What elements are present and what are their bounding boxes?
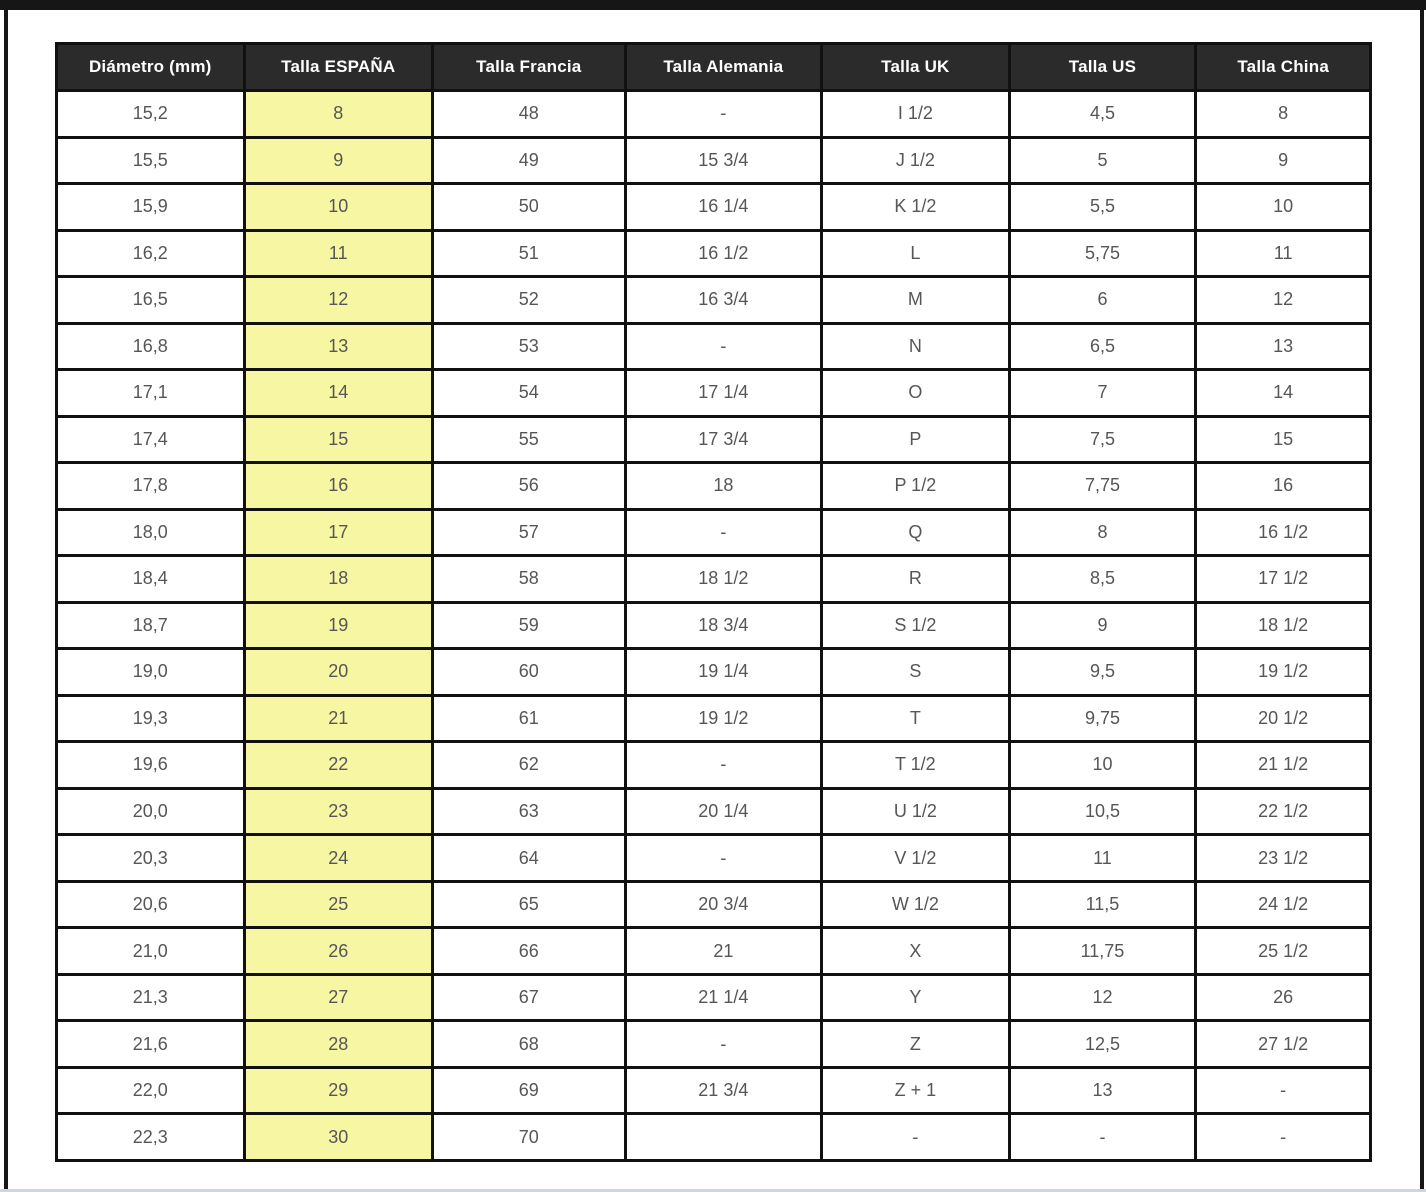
table-row (57, 137, 1371, 184)
table-row (57, 602, 1371, 649)
table-cell: 57 (433, 509, 626, 556)
frame-top-bar (0, 0, 1426, 10)
table-cell-highlighted: 25 (244, 881, 433, 928)
table-cell: 55 (433, 416, 626, 463)
table-cell: - (625, 1021, 822, 1068)
table-cell-highlighted: 30 (244, 1114, 433, 1161)
table-cell: 4,5 (1009, 91, 1196, 138)
table-cell-highlighted: 13 (244, 323, 433, 370)
table-cell: 59 (433, 602, 626, 649)
table-row (57, 881, 1371, 928)
table-cell: 26 (1196, 974, 1371, 1021)
column-header-us: Talla US (1009, 44, 1196, 91)
table-cell: - (625, 509, 822, 556)
table-cell-highlighted: 24 (244, 835, 433, 882)
table-row (57, 695, 1371, 742)
table-cell-highlighted: 12 (244, 277, 433, 324)
table-cell: 16,2 (57, 230, 245, 277)
table-cell: 17 3/4 (625, 416, 822, 463)
table-row (57, 556, 1371, 603)
table-cell: 49 (433, 137, 626, 184)
table-cell: 68 (433, 1021, 626, 1068)
table-row (57, 788, 1371, 835)
table-cell: - (1009, 1114, 1196, 1161)
table-cell (625, 1114, 822, 1161)
table-row (57, 974, 1371, 1021)
header-row (57, 44, 1371, 91)
table-cell: 5 (1009, 137, 1196, 184)
table-cell: 8 (1196, 91, 1371, 138)
table-cell: 21 1/2 (1196, 742, 1371, 789)
table-cell: I 1/2 (822, 91, 1010, 138)
column-header-francia: Talla Francia (433, 44, 626, 91)
table-cell-highlighted: 20 (244, 649, 433, 696)
table-cell-highlighted: 10 (244, 184, 433, 231)
table-cell-highlighted: 16 (244, 463, 433, 510)
table-cell: 7,5 (1009, 416, 1196, 463)
table-cell: 5,75 (1009, 230, 1196, 277)
table-cell-highlighted: 14 (244, 370, 433, 417)
table-cell-highlighted: 27 (244, 974, 433, 1021)
table-row (57, 742, 1371, 789)
table-cell: W 1/2 (822, 881, 1010, 928)
table-cell: 18 3/4 (625, 602, 822, 649)
table-cell: 11 (1009, 835, 1196, 882)
table-row (57, 370, 1371, 417)
table-cell: 6 (1009, 277, 1196, 324)
table-cell: 50 (433, 184, 626, 231)
table-cell: 18,7 (57, 602, 245, 649)
table-row (57, 277, 1371, 324)
table-cell: 12 (1009, 974, 1196, 1021)
table-cell: 15 3/4 (625, 137, 822, 184)
table-cell: 13 (1196, 323, 1371, 370)
table-cell-highlighted: 8 (244, 91, 433, 138)
table-cell: 16,5 (57, 277, 245, 324)
table-cell: O (822, 370, 1010, 417)
table-cell: 10 (1196, 184, 1371, 231)
table-cell: 21,3 (57, 974, 245, 1021)
table-cell: 11,5 (1009, 881, 1196, 928)
table-cell: 19,0 (57, 649, 245, 696)
table-cell: 56 (433, 463, 626, 510)
table-cell: 48 (433, 91, 626, 138)
table-cell: 21 3/4 (625, 1067, 822, 1114)
table-cell: 19 1/4 (625, 649, 822, 696)
table-cell: L (822, 230, 1010, 277)
table-cell: 21,0 (57, 928, 245, 975)
table-row (57, 184, 1371, 231)
table-cell: - (822, 1114, 1010, 1161)
table-cell: 53 (433, 323, 626, 370)
ring-size-conversion-table (55, 42, 1372, 1162)
table-cell: 63 (433, 788, 626, 835)
table-cell: 7,75 (1009, 463, 1196, 510)
table-cell: P 1/2 (822, 463, 1010, 510)
table-cell: - (625, 742, 822, 789)
table-cell-highlighted: 15 (244, 416, 433, 463)
table-cell: Z + 1 (822, 1067, 1010, 1114)
table-cell-highlighted: 21 (244, 695, 433, 742)
table-cell: S 1/2 (822, 602, 1010, 649)
table-cell: 22 1/2 (1196, 788, 1371, 835)
table-cell: 5,5 (1009, 184, 1196, 231)
table-cell-highlighted: 19 (244, 602, 433, 649)
table-cell: 66 (433, 928, 626, 975)
table-cell: 51 (433, 230, 626, 277)
table-cell: 69 (433, 1067, 626, 1114)
table-cell: 8,5 (1009, 556, 1196, 603)
table-cell: 21,6 (57, 1021, 245, 1068)
table-cell: Q (822, 509, 1010, 556)
table-row (57, 230, 1371, 277)
table-cell-highlighted: 18 (244, 556, 433, 603)
table-cell: 18 1/2 (625, 556, 822, 603)
table-cell: 9 (1196, 137, 1371, 184)
table-row (57, 416, 1371, 463)
table-cell: 6,5 (1009, 323, 1196, 370)
table-cell: 15,9 (57, 184, 245, 231)
table-row (57, 835, 1371, 882)
table-cell: 15,2 (57, 91, 245, 138)
table-cell: 14 (1196, 370, 1371, 417)
table-cell: 20,6 (57, 881, 245, 928)
table-cell: 10 (1009, 742, 1196, 789)
table-cell: 18 (625, 463, 822, 510)
table-cell: 17,4 (57, 416, 245, 463)
table-cell: 67 (433, 974, 626, 1021)
table-cell: 52 (433, 277, 626, 324)
table-cell: 61 (433, 695, 626, 742)
table-cell: 20,3 (57, 835, 245, 882)
table-cell: 7 (1009, 370, 1196, 417)
table-cell: 19 1/2 (1196, 649, 1371, 696)
table-cell: 9 (1009, 602, 1196, 649)
table-row (57, 509, 1371, 556)
table-cell: - (625, 91, 822, 138)
table-row (57, 91, 1371, 138)
table-cell: 11 (1196, 230, 1371, 277)
frame-left-bar (4, 0, 8, 1192)
table-cell: 12 (1196, 277, 1371, 324)
table-cell: 15,5 (57, 137, 245, 184)
table-cell: 23 1/2 (1196, 835, 1371, 882)
table-cell: J 1/2 (822, 137, 1010, 184)
table-cell: 17,8 (57, 463, 245, 510)
table-cell: P (822, 416, 1010, 463)
column-header-alemania: Talla Alemania (625, 44, 822, 91)
table-row (57, 649, 1371, 696)
table-cell-highlighted: 11 (244, 230, 433, 277)
table-cell: 18,4 (57, 556, 245, 603)
table-cell: 21 1/4 (625, 974, 822, 1021)
frame-right-bar (1420, 0, 1424, 1192)
table-cell: 21 (625, 928, 822, 975)
table-cell: 19 1/2 (625, 695, 822, 742)
table-row (57, 323, 1371, 370)
table-cell: 58 (433, 556, 626, 603)
table-cell: U 1/2 (822, 788, 1010, 835)
table-cell: T (822, 695, 1010, 742)
column-header-espana: Talla ESPAÑA (244, 44, 433, 91)
table-cell: T 1/2 (822, 742, 1010, 789)
table-cell: 22,3 (57, 1114, 245, 1161)
table-cell: 62 (433, 742, 626, 789)
table-cell: 17,1 (57, 370, 245, 417)
table-cell: 27 1/2 (1196, 1021, 1371, 1068)
table-cell: 65 (433, 881, 626, 928)
table-cell: K 1/2 (822, 184, 1010, 231)
table-cell-highlighted: 26 (244, 928, 433, 975)
table-cell: 20,0 (57, 788, 245, 835)
column-header-uk: Talla UK (822, 44, 1010, 91)
table-cell: 9,75 (1009, 695, 1196, 742)
table-cell: - (1196, 1067, 1371, 1114)
table-cell-highlighted: 22 (244, 742, 433, 789)
table-cell-highlighted: 29 (244, 1067, 433, 1114)
table-cell: 20 3/4 (625, 881, 822, 928)
table-cell: 18 1/2 (1196, 602, 1371, 649)
column-header-china: Talla China (1196, 44, 1371, 91)
table-cell: 16 1/2 (625, 230, 822, 277)
table-cell: 16 1/4 (625, 184, 822, 231)
table-cell: 17 1/4 (625, 370, 822, 417)
table-cell: 54 (433, 370, 626, 417)
table-cell: - (625, 835, 822, 882)
table-cell: - (1196, 1114, 1371, 1161)
table-cell: Z (822, 1021, 1010, 1068)
table-cell: 16 (1196, 463, 1371, 510)
table-cell: 24 1/2 (1196, 881, 1371, 928)
table-row (57, 928, 1371, 975)
table-cell: Y (822, 974, 1010, 1021)
table-cell: 16,8 (57, 323, 245, 370)
table-cell: 18,0 (57, 509, 245, 556)
table-cell: 16 3/4 (625, 277, 822, 324)
table-cell: 8 (1009, 509, 1196, 556)
table-cell: 15 (1196, 416, 1371, 463)
table-cell-highlighted: 9 (244, 137, 433, 184)
table-cell: X (822, 928, 1010, 975)
table-cell: R (822, 556, 1010, 603)
table-cell-highlighted: 23 (244, 788, 433, 835)
table-cell: V 1/2 (822, 835, 1010, 882)
table-cell: 70 (433, 1114, 626, 1161)
table-cell: 17 1/2 (1196, 556, 1371, 603)
table-cell: 19,6 (57, 742, 245, 789)
ring-size-table-container (55, 42, 1372, 1162)
table-cell: 19,3 (57, 695, 245, 742)
table-row (57, 463, 1371, 510)
table-cell: 11,75 (1009, 928, 1196, 975)
table-cell: 10,5 (1009, 788, 1196, 835)
table-cell: N (822, 323, 1010, 370)
table-cell-highlighted: 17 (244, 509, 433, 556)
table-cell: S (822, 649, 1010, 696)
table-row (57, 1021, 1371, 1068)
table-cell: 13 (1009, 1067, 1196, 1114)
table-row (57, 1067, 1371, 1114)
table-cell-highlighted: 28 (244, 1021, 433, 1068)
table-cell: 20 1/4 (625, 788, 822, 835)
table-cell: 64 (433, 835, 626, 882)
table-cell: M (822, 277, 1010, 324)
table-cell: 12,5 (1009, 1021, 1196, 1068)
table-cell: 9,5 (1009, 649, 1196, 696)
table-cell: 60 (433, 649, 626, 696)
table-cell: 20 1/2 (1196, 695, 1371, 742)
table-row (57, 1114, 1371, 1161)
table-cell: - (625, 323, 822, 370)
column-header-diametro: Diámetro (mm) (57, 44, 245, 91)
table-cell: 22,0 (57, 1067, 245, 1114)
table-cell: 16 1/2 (1196, 509, 1371, 556)
table-cell: 25 1/2 (1196, 928, 1371, 975)
table-body (57, 91, 1371, 1161)
